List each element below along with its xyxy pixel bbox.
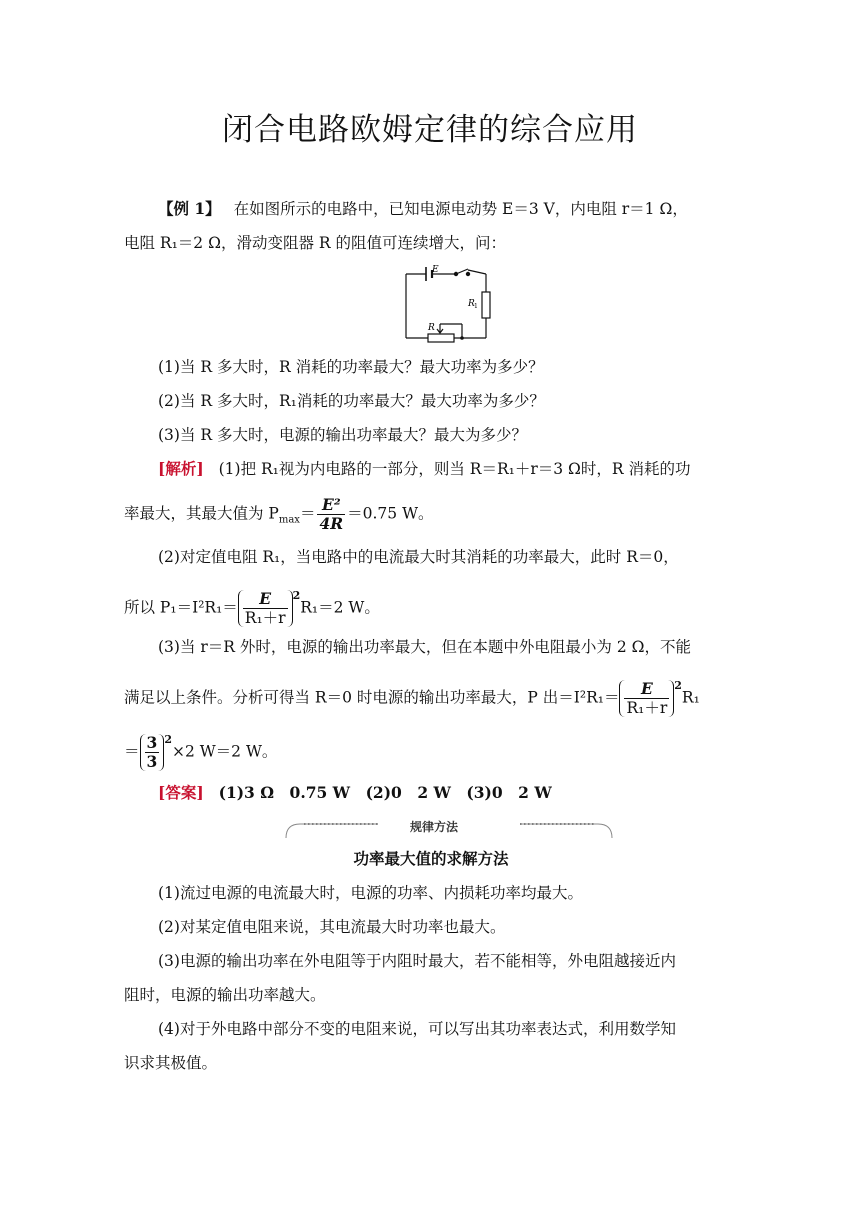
- answer-text: (1)3 Ω 0.75 W (2)0 2 W (3)0 2 W: [218, 783, 552, 802]
- analysis-text-2: 率最大，其最大值为 P: [124, 504, 279, 523]
- analysis-line-7: [124, 734, 738, 771]
- method-item-1: (1)流过电源的电流最大时，电源的功率、内损耗功率均最大。: [158, 884, 583, 902]
- superscript-3: 2: [674, 678, 682, 692]
- analysis-result-2: R₁＝2 W。: [300, 598, 380, 617]
- fraction-numerator-2: E: [243, 590, 288, 609]
- analysis-result-1: ＝0.75 W。: [347, 504, 434, 523]
- equals-sign: ＝: [299, 504, 316, 523]
- label-R1: R: [468, 299, 475, 309]
- method-item-3-cont: 阻时，电源的输出功率越大。: [124, 986, 326, 1004]
- analysis-text-1: (1)把 R₁视为内电路的一部分，则当 R＝R₁＋r＝3 Ω时，R 消耗的功: [218, 460, 691, 478]
- paren-expression-2: [619, 680, 674, 717]
- analysis-line-6: [124, 680, 738, 717]
- analysis-line-5: (3)当 r＝R 外时，电源的输出功率最大，但在本题中外电阻最小为 2 Ω，不能: [158, 638, 691, 656]
- fraction-denominator-2: R₁＋r: [244, 609, 286, 627]
- fraction-denominator: 4R: [319, 514, 344, 533]
- fraction-numerator: E²: [317, 496, 345, 515]
- answer-line: [158, 782, 738, 804]
- method-item-4: (4)对于外电路中部分不变的电阻来说，可以写出其功率表达式，利用数学知: [158, 1020, 676, 1038]
- equals-sign-2: ＝: [124, 742, 140, 761]
- method-item-4-cont: 识求其极值。: [124, 1054, 218, 1072]
- analysis-line-2: [124, 496, 738, 533]
- fraction-denominator-4: 3: [146, 752, 158, 771]
- question-2: (2)当 R 多大时，R₁消耗的功率最大？最大功率为多少？: [158, 392, 545, 410]
- fraction-numerator-4: 3: [146, 733, 158, 752]
- fraction-denominator-3: R₁＋r: [626, 699, 668, 717]
- method-item-2: (2)对某定值电阻来说，其电流最大时功率也最大。: [158, 918, 506, 936]
- paren-expression-1: [238, 590, 293, 627]
- analysis-text-6: 满足以上条件。分析可得当 R＝0 时电源的输出功率最大，P 出＝I²R₁＝: [124, 688, 620, 707]
- method-heading: 功率最大值的求解方法: [353, 849, 509, 868]
- subscript-max: max: [278, 514, 300, 526]
- method-banner-label: 规律方法: [409, 820, 458, 834]
- analysis-text-4: 所以 P₁＝I²R₁＝: [124, 598, 238, 617]
- paren-expression-3: [140, 734, 165, 771]
- example-tag: 【例 1】: [158, 199, 221, 218]
- answer-tag: [答案]: [158, 783, 204, 802]
- superscript-2: 2: [292, 588, 301, 602]
- page-title: 闭合电路欧姆定律的综合应用: [222, 112, 638, 148]
- example-text-1: 在如图所示的电路中，已知电源电动势 E＝3 V，内电阻 r＝1 Ω，: [233, 200, 688, 218]
- fraction-numerator-3: E: [624, 680, 669, 699]
- circuit-diagram: [398, 262, 494, 344]
- question-1: (1)当 R 多大时，R 消耗的功率最大？最大功率为多少？: [158, 358, 544, 376]
- method-item-3: (3)电源的输出功率在外电阻等于内阻时最大，若不能相等，外电阻越接近内: [158, 952, 676, 970]
- question-3: (3)当 R 多大时，电源的输出功率最大？最大为多少？: [158, 426, 527, 444]
- analysis-text-6-tail: R₁: [681, 688, 700, 707]
- analysis-line-4: [124, 590, 738, 627]
- example-line-2: 电阻 R₁＝2 Ω，滑动变阻器 R 的阻值可连续增大，问：: [124, 234, 506, 252]
- fraction-e2-over-4r: [317, 496, 345, 533]
- label-R: R: [428, 323, 435, 333]
- analysis-result-3: ×2 W＝2 W。: [171, 742, 278, 761]
- label-E: E: [432, 265, 439, 275]
- analysis-line-1: [158, 458, 738, 480]
- superscript-4: 2: [164, 732, 172, 746]
- label-R1-sub: 1: [474, 303, 478, 310]
- analysis-line-3: (2)对定值电阻 R₁，当电路中的电流最大时其消耗的功率最大，此时 R＝0，: [158, 548, 679, 566]
- example-line-1: [158, 198, 738, 220]
- analysis-tag: [解析]: [158, 459, 204, 478]
